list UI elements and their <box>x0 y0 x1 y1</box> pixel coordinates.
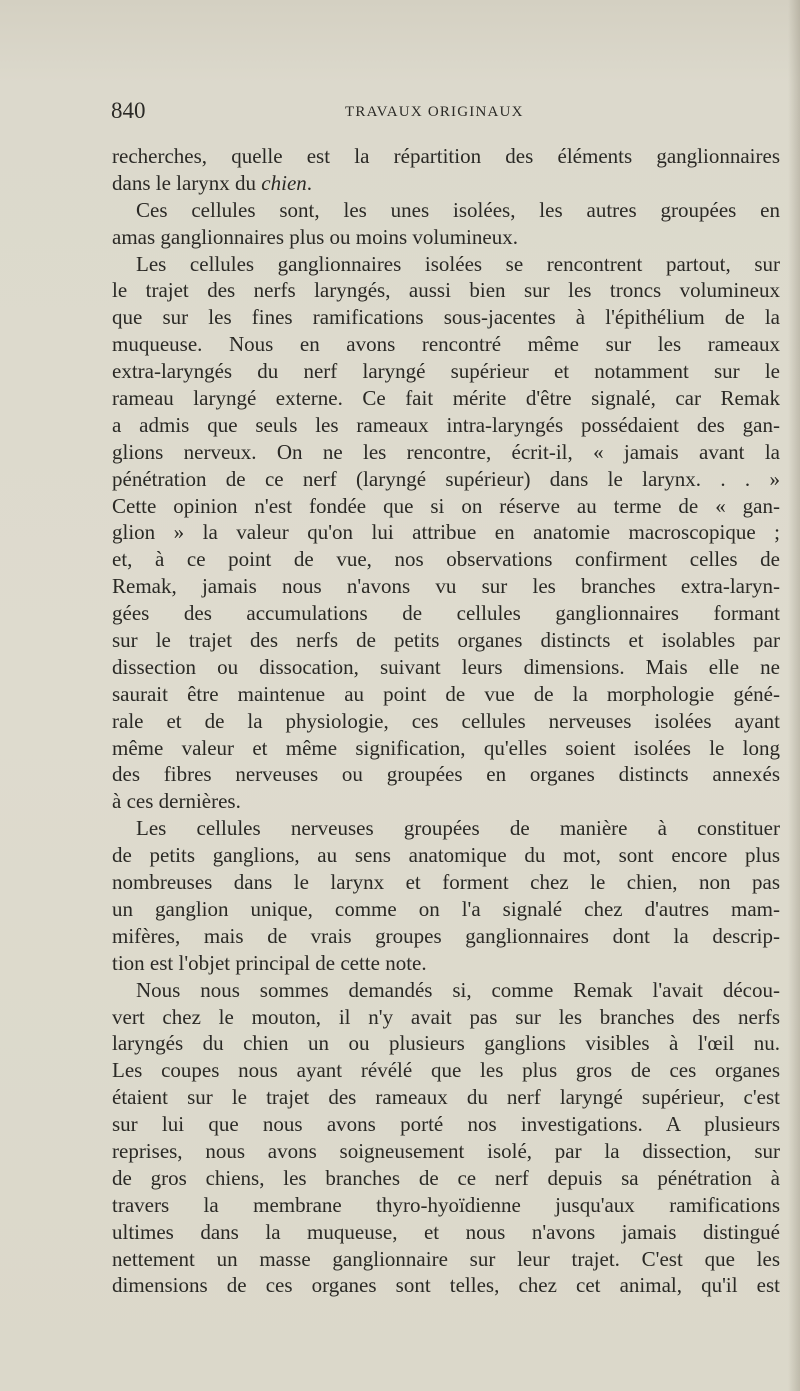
text-line: sur lui que nous avons porté nos investigations. A plusieurs <box>112 1112 780 1137</box>
body-text <box>112 143 780 1299</box>
text-line: même valeur et même signification, qu'elles soient isolées le long <box>112 735 780 760</box>
text-line: rale et de la physiologie, ces cellules nerveuses isolées ayant <box>112 708 780 733</box>
text-line: laryngés du chien un ou plusieurs ganglions visibles à l'œil nu. <box>112 1031 780 1056</box>
text-line: recherches, quelle est la répartition des éléments ganglionnaires <box>112 144 780 168</box>
text-line: mifères, mais de vrais groupes ganglionnaires dont la descrip- <box>112 923 780 948</box>
text-line: Les coupes nous ayant révélé que les plus gros de ces organes <box>112 1058 780 1083</box>
text-line: gées des accumulations de cellules ganglionnaires formant <box>112 601 780 626</box>
text-line: et, à ce point de vue, nos observations confirment celles de <box>112 547 780 572</box>
text-line: dissection ou dissocation, suivant leurs dimensions. Mais elle ne <box>112 654 780 679</box>
text-line: que sur les fines ramifications sous-jacentes à l'épithélium de la <box>112 305 780 330</box>
text-line: tion est l'objet principal de cette note. <box>112 950 427 975</box>
emphasis-word: chien <box>261 170 307 195</box>
text-line: le trajet des nerfs laryngés, aussi bien sur les troncs volumineux <box>112 278 780 303</box>
text-line: un ganglion unique, comme on l'a signalé chez d'autres mam- <box>112 896 780 921</box>
text-line: extra-laryngés du nerf laryngé supérieur et notamment sur le <box>112 359 780 384</box>
text-line: ultimes dans la muqueuse, et nous n'avons jamais distingué <box>112 1219 780 1244</box>
text-line: nombreuses dans le larynx et forment chez le chien, non pas <box>112 870 780 895</box>
text-line: étaient sur le trajet des rameaux du nerf laryngé supérieur, c'est <box>112 1085 780 1110</box>
text-line: muqueuse. Nous en avons rencontré même sur les rameaux <box>112 332 780 357</box>
text-line: de petits ganglions, au sens anatomique du mot, sont encore plus <box>112 843 780 868</box>
text-line: à ces dernières. <box>112 789 241 814</box>
text-line: glions nerveux. On ne les rencontre, écrit-il, « jamais avant la <box>112 439 780 464</box>
text-line: saurait être maintenue au point de vue de la morphologie géné- <box>112 681 780 706</box>
text-line: Nous nous sommes demandés si, comme Remak l'avait décou- <box>136 977 780 1002</box>
page-number: 840 <box>111 98 146 123</box>
text-line: de gros chiens, les branches de ce nerf depuis sa pénétration à <box>112 1165 780 1190</box>
page-edge-shadow <box>788 0 800 1391</box>
text-line: reprises, nous avons soigneusement isolé, par la dissection, sur <box>112 1138 780 1163</box>
text-line: a admis que seuls les rameaux intra-laryngés possédaient des gan- <box>112 412 780 437</box>
text-line: pénétration de ce nerf (laryngé supérieur) dans le larynx. . . » <box>112 466 780 491</box>
text-line: sur le trajet des nerfs de petits organes distincts et isolables par <box>112 628 780 653</box>
text-line: Ces cellules sont, les unes isolées, les autres groupées en <box>136 197 780 222</box>
text-line: glion » la valeur qu'on lui attribue en anatomie macroscopique ; <box>112 520 780 545</box>
text-line: Cette opinion n'est fondée que si on réserve au terme de « gan- <box>112 493 780 518</box>
text-line: nettement un masse ganglionnaire sur leur trajet. C'est que les <box>112 1246 780 1271</box>
page-header <box>111 98 770 126</box>
text-line: rameau laryngé externe. Ce fait mérite d'être signalé, car Remak <box>112 386 780 411</box>
text-line: Les cellules ganglionnaires isolées se rencontrent partout, sur <box>136 251 780 276</box>
text-line: Remak, jamais nous n'avons vu sur les branches extra-laryn- <box>112 574 780 599</box>
text-line: vert chez le mouton, il n'y avait pas sur les branches des nerfs <box>112 1004 780 1029</box>
text-line: travers la membrane thyro-hyoïdienne jusqu'aux ramifications <box>112 1192 780 1217</box>
running-title: TRAVAUX ORIGINAUX <box>345 104 524 120</box>
text-line: dans le larynx du chien. <box>112 170 313 195</box>
text-line: dimensions de ces organes sont telles, chez cet animal, qu'il est <box>112 1273 780 1298</box>
text-line: des fibres nerveuses ou groupées en organes distincts annexés <box>112 762 780 787</box>
text-line: amas ganglionnaires plus ou moins volumineux. <box>112 224 518 249</box>
text-line: Les cellules nerveuses groupées de manière à constituer <box>136 816 780 841</box>
